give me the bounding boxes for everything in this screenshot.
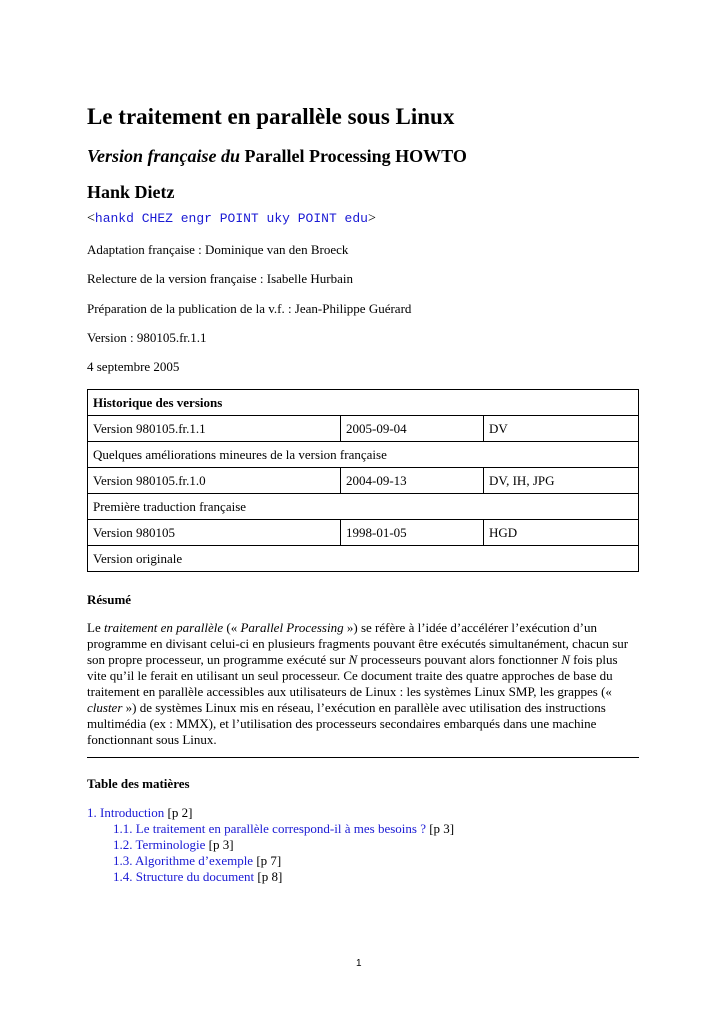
author-email bbox=[87, 211, 376, 227]
toc-page-ref: [p 3] bbox=[205, 837, 234, 852]
toc-page-ref: [p 7] bbox=[253, 853, 282, 868]
history-authors: DV bbox=[484, 416, 639, 442]
revision-history-table bbox=[87, 389, 639, 572]
document-subtitle bbox=[87, 146, 467, 167]
abstract-italic: Parallel Processing bbox=[240, 620, 344, 635]
history-note: Version originale bbox=[88, 546, 639, 572]
history-date: 2004-09-13 bbox=[341, 468, 484, 494]
abstract-text bbox=[87, 620, 639, 748]
abstract-italic: N bbox=[561, 652, 570, 667]
toc-link-algorithme[interactable]: 1.3. Algorithme d’exemple bbox=[113, 853, 254, 868]
toc-link-besoins[interactable]: 1.1. Le traitement en parallèle correspond-il à mes besoins ? bbox=[113, 821, 426, 836]
history-note-row bbox=[88, 546, 639, 572]
abstract-run: fois plus vite qu’il le ferait en utilisant un seul processeur. Ce document traite des quatre approches de base du traitement en parallèle accessibles aux utilisateurs de Linux : les systèmes Linux SMP, les grappes (« bbox=[87, 652, 618, 699]
toc-item bbox=[113, 837, 234, 853]
history-row bbox=[88, 520, 639, 546]
toc-page-ref: [p 3] bbox=[425, 821, 455, 836]
abstract-run: ») se réfère à l’idée d’accélérer l’exécution d’un programme en divisant celui-ci en plusieurs fragments pouvant être exécutés simultanément, chacun sur son propre processeur, un programme exécuté sur bbox=[87, 620, 629, 667]
meta-version: Version : 980105.fr.1.1 bbox=[87, 330, 207, 345]
meta-preparation: Préparation de la publication de la v.f. : Jean-Philippe Guérard bbox=[87, 301, 412, 316]
meta-date: 4 septembre 2005 bbox=[87, 359, 180, 374]
document-title: Le traitement en parallèle sous Linux bbox=[87, 104, 455, 129]
history-row bbox=[88, 416, 639, 442]
history-note-row bbox=[88, 442, 639, 468]
history-version: Version 980105.fr.1.0 bbox=[88, 468, 341, 494]
toc-heading: Table des matières bbox=[87, 776, 190, 791]
abstract-italic: N bbox=[348, 652, 358, 667]
toc-item bbox=[113, 821, 454, 837]
email-close-bracket: > bbox=[367, 211, 376, 226]
history-authors: HGD bbox=[484, 520, 639, 546]
toc-item bbox=[87, 805, 192, 821]
email-open-bracket: < bbox=[87, 211, 95, 226]
history-date: 1998-01-05 bbox=[341, 520, 484, 546]
abstract-run: ») de systèmes Linux mis en réseau, l’exécution en parallèle avec utilisation des instructions multimédia (ex : MMX), et l’utilisation des processeurs secondaires embarqués dans une machine fonctionnant sous Linux. bbox=[87, 700, 606, 747]
history-version: Version 980105 bbox=[88, 520, 341, 546]
toc-link-introduction[interactable]: 1. Introduction bbox=[87, 805, 165, 820]
history-header-row bbox=[88, 390, 639, 416]
toc-link-structure[interactable]: 1.4. Structure du document bbox=[113, 869, 255, 884]
history-version: Version 980105.fr.1.1 bbox=[88, 416, 341, 442]
toc-page-ref: [p 8] bbox=[254, 869, 283, 884]
history-date: 2005-09-04 bbox=[341, 416, 484, 442]
abstract-run: Le bbox=[87, 620, 104, 635]
abstract-heading: Résumé bbox=[87, 592, 132, 607]
subtitle-bold: Parallel Processing HOWTO bbox=[244, 146, 467, 166]
history-authors: DV, IH, JPG bbox=[484, 468, 639, 494]
abstract-italic: cluster bbox=[87, 700, 123, 715]
abstract-run: (« bbox=[223, 620, 241, 635]
history-row bbox=[88, 468, 639, 494]
history-note-row bbox=[88, 494, 639, 520]
history-note: Quelques améliorations mineures de la version française bbox=[88, 442, 639, 468]
toc-item bbox=[113, 869, 282, 885]
abstract-run: processeurs pouvant alors fonctionner bbox=[357, 652, 562, 667]
history-header: Historique des versions bbox=[88, 390, 639, 416]
email-link[interactable]: hankd CHEZ engr POINT uky POINT edu bbox=[94, 211, 368, 226]
subtitle-italic: Version française du bbox=[87, 146, 241, 166]
history-note: Première traduction française bbox=[88, 494, 639, 520]
toc-item bbox=[113, 853, 281, 869]
toc-link-terminologie[interactable]: 1.2. Terminologie bbox=[113, 837, 206, 852]
meta-adaptation: Adaptation française : Dominique van den Broeck bbox=[87, 242, 349, 257]
abstract-italic: traitement en parallèle bbox=[103, 620, 224, 635]
author-name: Hank Dietz bbox=[87, 182, 175, 202]
toc-page-ref: [p 2] bbox=[164, 805, 193, 820]
section-divider bbox=[87, 757, 639, 758]
meta-relecture: Relecture de la version française : Isabelle Hurbain bbox=[87, 271, 354, 286]
page-number: 1 bbox=[356, 958, 362, 969]
